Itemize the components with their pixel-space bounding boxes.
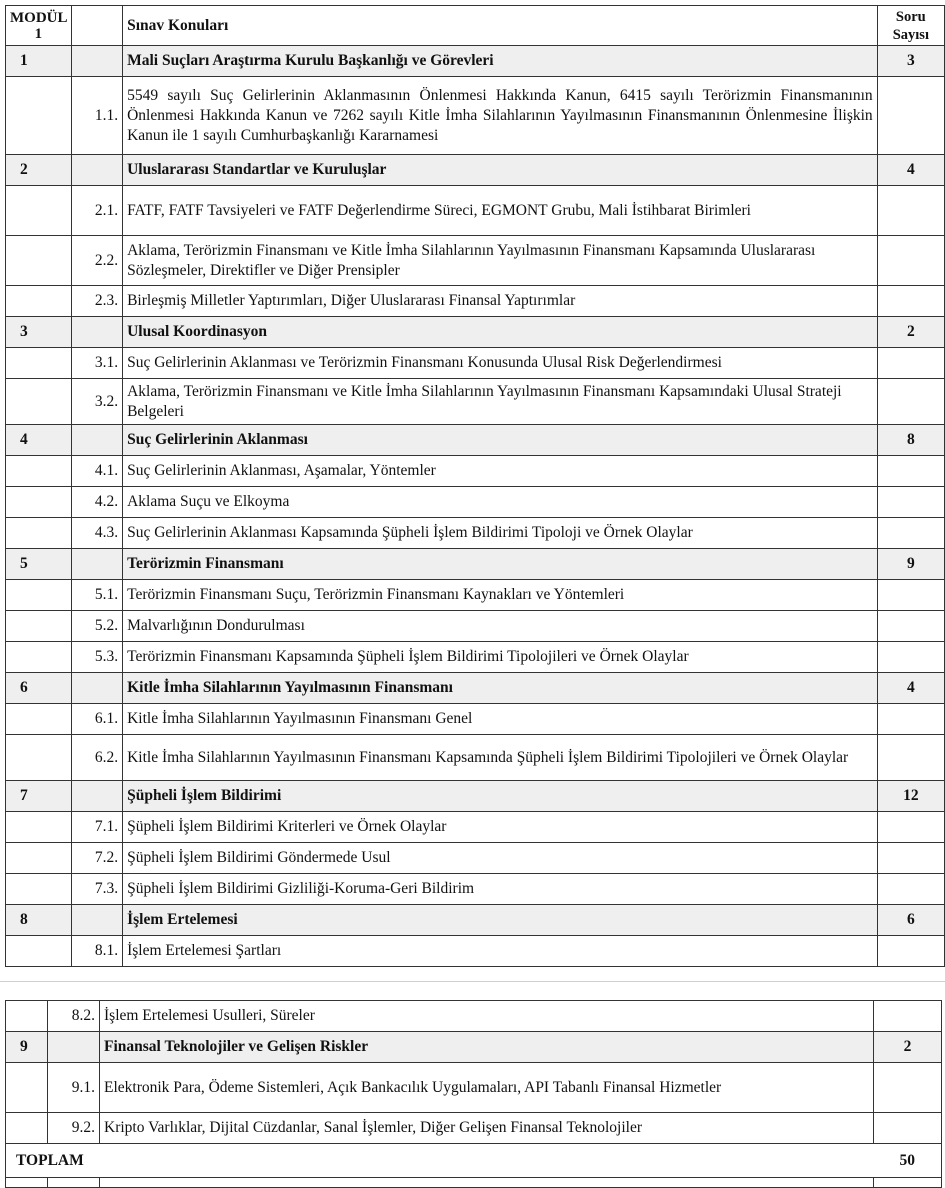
- topic-number: 7.3.: [71, 874, 122, 905]
- topic-row: [6, 874, 945, 905]
- topic-text: Terörizmin Finansmanı Kapsamında Şüpheli İşlem Bildirimi Tipolojileri ve Örnek Olaylar: [123, 642, 878, 673]
- topic-text: FATF, FATF Tavsiyeleri ve FATF Değerlendirme Süreci, EGMONT Grubu, Mali İstihbarat Birimleri: [123, 186, 878, 236]
- topic-count-blank: [877, 456, 944, 487]
- topic-text: Birleşmiş Milletler Yaptırımları, Diğer Uluslararası Finansal Yaptırımlar: [123, 286, 878, 317]
- topic-row: [6, 580, 945, 611]
- topic-count-blank: [874, 1063, 942, 1113]
- topic-text: Suç Gelirlerinin Aklanması ve Terörizmin Finansmanı Konusunda Ulusal Risk Değerlendirmesi: [123, 348, 878, 379]
- section-question-count: 8: [877, 425, 944, 456]
- section-blank: [71, 155, 122, 186]
- topic-number: 6.1.: [71, 704, 122, 735]
- topic-count-blank: [874, 1113, 942, 1144]
- header-modul: MODÜL 1: [6, 6, 72, 46]
- topic-blank: [6, 812, 72, 843]
- topic-count-blank: [877, 77, 944, 155]
- section-row: [6, 155, 945, 186]
- topic-row: [6, 936, 945, 967]
- topic-row: [6, 735, 945, 781]
- topic-row: [6, 236, 945, 286]
- topic-count-blank: [874, 1001, 942, 1032]
- topic-row: [6, 77, 945, 155]
- section-title: Finansal Teknolojiler ve Gelişen Riskler: [100, 1032, 874, 1063]
- section-blank: [71, 673, 122, 704]
- header-blank: [71, 6, 122, 46]
- topic-number: 8.1.: [71, 936, 122, 967]
- topic-count-blank: [877, 642, 944, 673]
- total-row: [6, 1144, 942, 1178]
- continuation-cell: [48, 1178, 100, 1188]
- topic-blank: [6, 611, 72, 642]
- topic-text: İşlem Ertelemesi Şartları: [123, 936, 878, 967]
- topic-count-blank: [877, 286, 944, 317]
- section-row: [6, 425, 945, 456]
- topic-number: 5.1.: [71, 580, 122, 611]
- section-question-count: 4: [877, 673, 944, 704]
- topic-row: [6, 1113, 942, 1144]
- topic-text: Kitle İmha Silahlarının Yayılmasının Finansmanı Kapsamında Şüpheli İşlem Bildirimi Tipolojileri ve Örnek Olaylar: [123, 735, 878, 781]
- topic-blank: [6, 1113, 48, 1144]
- continuation-cell: [874, 1178, 942, 1188]
- topic-text: Şüpheli İşlem Bildirimi Göndermede Usul: [123, 843, 878, 874]
- topic-blank: [6, 1063, 48, 1113]
- section-title: Suç Gelirlerinin Aklanması: [123, 425, 878, 456]
- section-number: 8: [6, 905, 72, 936]
- section-row: [6, 905, 945, 936]
- topic-text: Suç Gelirlerinin Aklanması, Aşamalar, Yöntemler: [123, 456, 878, 487]
- section-number: 6: [6, 673, 72, 704]
- section-number: 4: [6, 425, 72, 456]
- topic-blank: [6, 236, 72, 286]
- topic-number: 2.1.: [71, 186, 122, 236]
- section-number: 1: [6, 46, 72, 77]
- topic-number: 4.1.: [71, 456, 122, 487]
- topic-blank: [6, 186, 72, 236]
- section-title: Ulusal Koordinasyon: [123, 317, 878, 348]
- topic-count-blank: [877, 611, 944, 642]
- topic-blank: [6, 704, 72, 735]
- topic-blank: [6, 518, 72, 549]
- section-title: İşlem Ertelemesi: [123, 905, 878, 936]
- topic-blank: [6, 735, 72, 781]
- section-blank: [71, 425, 122, 456]
- section-row: [6, 46, 945, 77]
- topic-count-blank: [877, 812, 944, 843]
- page-break-line: [0, 981, 945, 982]
- topic-blank: [6, 487, 72, 518]
- topic-blank: [6, 379, 72, 425]
- topic-row: [6, 379, 945, 425]
- exam-topics-table-page-1: [5, 5, 945, 967]
- topic-number: 3.2.: [71, 379, 122, 425]
- topic-text: Kripto Varlıklar, Dijital Cüzdanlar, Sanal İşlemler, Diğer Gelişen Finansal Teknolojiler: [100, 1113, 874, 1144]
- topic-number: 6.2.: [71, 735, 122, 781]
- topic-blank: [6, 936, 72, 967]
- total-label: TOPLAM: [6, 1144, 874, 1178]
- topic-count-blank: [877, 487, 944, 518]
- topic-number: 8.2.: [48, 1001, 100, 1032]
- section-blank: [48, 1032, 100, 1063]
- exam-topics-table-page-2: [5, 1000, 942, 1188]
- topic-number: 7.1.: [71, 812, 122, 843]
- section-number: 2: [6, 155, 72, 186]
- topic-row: [6, 1063, 942, 1113]
- topic-row: [6, 518, 945, 549]
- topic-text: Şüpheli İşlem Bildirimi Gizliliği-Koruma-Geri Bildirim: [123, 874, 878, 905]
- section-row: [6, 317, 945, 348]
- topic-number: 9.1.: [48, 1063, 100, 1113]
- topic-count-blank: [877, 379, 944, 425]
- topic-row: [6, 1001, 942, 1032]
- topic-count-blank: [877, 704, 944, 735]
- section-row: [6, 673, 945, 704]
- topic-blank: [6, 642, 72, 673]
- topic-row: [6, 704, 945, 735]
- topic-text: Kitle İmha Silahlarının Yayılmasının Finansmanı Genel: [123, 704, 878, 735]
- section-title: Şüpheli İşlem Bildirimi: [123, 781, 878, 812]
- topic-blank: [6, 456, 72, 487]
- topic-row: [6, 642, 945, 673]
- header-soru: Soru Sayısı: [877, 6, 944, 46]
- section-number: 5: [6, 549, 72, 580]
- topic-number: 9.2.: [48, 1113, 100, 1144]
- total-count: 50: [874, 1144, 942, 1178]
- topic-text: Aklama, Terörizmin Finansmanı ve Kitle İmha Silahlarının Yayılmasının Finansmanı Kapsamındaki Ulusal Strateji Belgeleri: [123, 379, 878, 425]
- topic-text: Aklama, Terörizmin Finansmanı ve Kitle İmha Silahlarının Yayılmasının Finansmanı Kapsamında Uluslararası Sözleşmeler, Direktifler ve Diğer Prensipler: [123, 236, 878, 286]
- section-row: [6, 549, 945, 580]
- section-title: Uluslararası Standartlar ve Kuruluşlar: [123, 155, 878, 186]
- topic-row: [6, 348, 945, 379]
- topic-row: [6, 186, 945, 236]
- topic-number: 2.2.: [71, 236, 122, 286]
- section-question-count: 3: [877, 46, 944, 77]
- topic-number: 2.3.: [71, 286, 122, 317]
- continuation-cell: [100, 1178, 874, 1188]
- topic-number: 4.3.: [71, 518, 122, 549]
- section-row: [6, 1032, 942, 1063]
- section-question-count: 9: [877, 549, 944, 580]
- topic-row: [6, 456, 945, 487]
- topic-blank: [6, 77, 72, 155]
- section-blank: [71, 905, 122, 936]
- section-title: Terörizmin Finansmanı: [123, 549, 878, 580]
- topic-text: Malvarlığının Dondurulması: [123, 611, 878, 642]
- topic-number: 7.2.: [71, 843, 122, 874]
- section-row: [6, 781, 945, 812]
- section-blank: [71, 781, 122, 812]
- topic-count-blank: [877, 236, 944, 286]
- topic-blank: [6, 286, 72, 317]
- topic-text: Suç Gelirlerinin Aklanması Kapsamında Şüpheli İşlem Bildirimi Tipoloji ve Örnek Olaylar: [123, 518, 878, 549]
- continuation-row: [6, 1178, 942, 1188]
- topic-count-blank: [877, 186, 944, 236]
- topic-count-blank: [877, 843, 944, 874]
- topic-blank: [6, 580, 72, 611]
- topic-count-blank: [877, 735, 944, 781]
- topic-row: [6, 487, 945, 518]
- topic-text: Aklama Suçu ve Elkoyma: [123, 487, 878, 518]
- section-blank: [71, 46, 122, 77]
- topic-count-blank: [877, 348, 944, 379]
- topic-text: İşlem Ertelemesi Usulleri, Süreler: [100, 1001, 874, 1032]
- topic-row: [6, 812, 945, 843]
- topic-text: Şüpheli İşlem Bildirimi Kriterleri ve Örnek Olaylar: [123, 812, 878, 843]
- section-title: Kitle İmha Silahlarının Yayılmasının Finansmanı: [123, 673, 878, 704]
- topic-row: [6, 286, 945, 317]
- section-blank: [71, 317, 122, 348]
- topic-number: 5.3.: [71, 642, 122, 673]
- section-blank: [71, 549, 122, 580]
- continuation-cell: [6, 1178, 48, 1188]
- section-title: Mali Suçları Araştırma Kurulu Başkanlığı ve Görevleri: [123, 46, 878, 77]
- topic-text: Terörizmin Finansmanı Suçu, Terörizmin Finansmanı Kaynakları ve Yöntemleri: [123, 580, 878, 611]
- section-question-count: 2: [874, 1032, 942, 1063]
- topic-blank: [6, 1001, 48, 1032]
- topic-count-blank: [877, 518, 944, 549]
- topic-blank: [6, 348, 72, 379]
- section-number: 3: [6, 317, 72, 348]
- section-number: 7: [6, 781, 72, 812]
- section-number: 9: [6, 1032, 48, 1063]
- page-break: [0, 968, 945, 996]
- topic-text: 5549 sayılı Suç Gelirlerinin Aklanmasının Önlenmesi Hakkında Kanun, 6415 sayılı Terörizmin Finansmanının Önlenmesi Hakkında Kanun ve 7262 sayılı Kitle İmha Silahlarının Yayılmasının Finansmanının Önlenmesine İlişkin Kanun ile 1 sayılı Cumhurbaşkanlığı Kararnamesi: [123, 77, 878, 155]
- section-question-count: 2: [877, 317, 944, 348]
- topic-count-blank: [877, 936, 944, 967]
- topic-row: [6, 843, 945, 874]
- section-question-count: 4: [877, 155, 944, 186]
- section-question-count: 12: [877, 781, 944, 812]
- topic-number: 4.2.: [71, 487, 122, 518]
- topic-number: 3.1.: [71, 348, 122, 379]
- topic-count-blank: [877, 580, 944, 611]
- topic-row: [6, 611, 945, 642]
- header-konular: Sınav Konuları: [123, 6, 878, 46]
- section-question-count: 6: [877, 905, 944, 936]
- topic-blank: [6, 843, 72, 874]
- topic-number: 5.2.: [71, 611, 122, 642]
- topic-blank: [6, 874, 72, 905]
- topic-text: Elektronik Para, Ödeme Sistemleri, Açık Bankacılık Uygulamaları, API Tabanlı Finansal Hizmetler: [100, 1063, 874, 1113]
- topic-number: 1.1.: [71, 77, 122, 155]
- topic-count-blank: [877, 874, 944, 905]
- header-row: [6, 6, 945, 46]
